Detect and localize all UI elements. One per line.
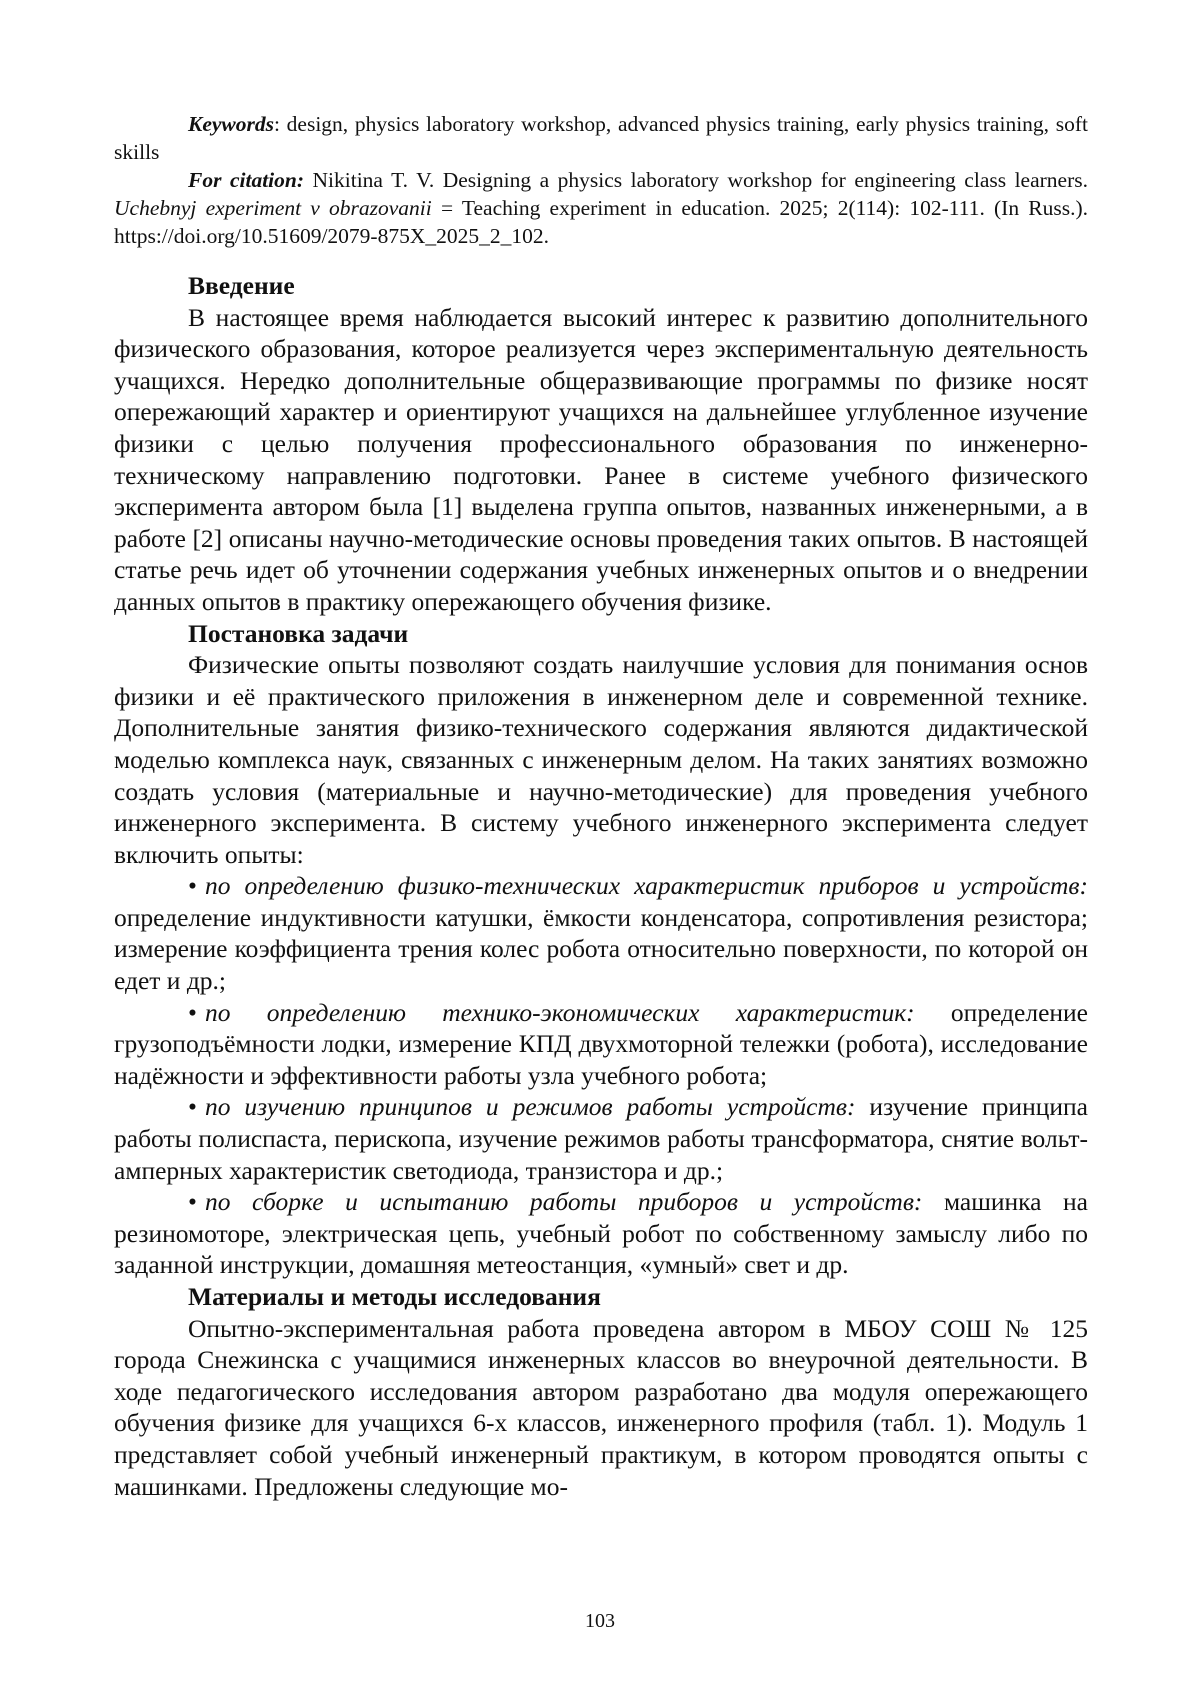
task-heading: Постановка задачи — [188, 618, 409, 648]
bullet-text: машинка на резиномоторе, электрическая цепь, учебный робот по собственному замыслу либо по заданной инструкции, домашняя метеостанция, «умный» свет и др. — [114, 1187, 1089, 1280]
citation-journal: Uchebnyj experiment v obrazovanii — [114, 196, 432, 220]
bullet-icon: • — [188, 1092, 197, 1122]
task-paragraph: Физические опыты позволяют создать наилучшие условия для понимания основ физики и её практического приложения в инженерном деле и современной технике. Дополнительные занятия физико-технического содержания являются дидактической моделью комплекса наук, связанных с инженерным делом. На таких занятиях возможно создать условия (материальные и научно-методические) для проведения учебного инженерного эксперимента. В систему учебного инженерного эксперимента следует включить опыты: — [114, 650, 1088, 869]
bullet-item — [114, 870, 1088, 996]
article-meta — [114, 110, 1088, 250]
methods-heading: Материалы и методы исследования — [188, 1282, 601, 1311]
methods-paragraph: Опытно-экспериментальная работа проведена автором в МБОУ СОШ № 125 города Снежинска с учащимися инженерных классов во внеурочной деятельности. В ходе педагогического исследования автором разработано два модуля опережающего обучения физике для учащихся 6-х классов, инженерного профиля (табл. 1). Модуль 1 представляет собой учебный инженерный практикум, в котором проводятся опыты с машинками. Предложены следующие мо- — [114, 1313, 1088, 1501]
citation-paragraph — [114, 166, 1088, 250]
bullet-text: изучение принципа работы полиспаста, перископа, изучение режимов работы трансформатора, снятие вольт-амперных характеристик светодиода, транзистора и др.; — [114, 1092, 1088, 1185]
bullet-item — [114, 997, 1088, 1092]
bullet-icon: • — [188, 1187, 197, 1217]
citation-part2: = Teaching experiment in education. 2025; 2(114): 102-111. (In Russ.). https://doi.org/10.51609/2079-875X_2025_2_102. — [114, 196, 1089, 248]
article-body — [114, 270, 1088, 1502]
citation-label: For citation: — [188, 168, 305, 192]
bullet-italic: по определению технико-экономических характеристик: — [204, 997, 915, 1027]
bullet-italic: по определению физико-технических характеристик приборов и устройств: — [204, 871, 1088, 901]
citation-part1: Nikitina T. V. Designing a physics laboratory workshop for engineering class learners. — [304, 168, 1088, 192]
keywords-paragraph — [114, 110, 1088, 166]
intro-paragraph: В настоящее время наблюдается высокий интерес к развитию дополнительного физического образования, которое реализуется через экспериментальную деятельность учащихся. Нередко дополнительные общеразвивающие программы по физике носят опережающий характер и ориентируют учащихся на дальнейшее углубленное изучение физики с целью получения профессионального образования по инженерно-техническому направлению подготовки. Ранее в системе учебного физического эксперимента автором была [1] выделена группа опытов, названных инженерными, а в работе [2] описаны научно-методические основы проведения таких опытов. В настоящей статье речь идет об уточнении содержания учебных инженерных опытов и о внедрении данных опытов в практику опережающего обучения физике. — [114, 302, 1088, 616]
bullet-text: определение грузоподъёмности лодки, измерение КПД двухмоторной тележки (робота), исследование надёжности и эффективности работы узла учебного робота; — [114, 997, 1088, 1090]
bullet-icon: • — [188, 997, 197, 1027]
keywords-label: Keywords — [188, 112, 274, 136]
bullet-italic: по сборке и испытанию работы приборов и устройств: — [204, 1187, 923, 1217]
bullet-icon: • — [188, 871, 197, 901]
keywords-text: : design, physics laboratory workshop, advanced physics training, early physics training, soft skills — [114, 112, 1088, 164]
bullet-item — [114, 1186, 1088, 1281]
bullet-item — [114, 1091, 1088, 1186]
page-content — [114, 110, 1088, 1502]
bullet-italic: по изучению принципов и режимов работы устройств: — [204, 1092, 856, 1122]
intro-heading: Введение — [188, 271, 295, 300]
page-number: 103 — [585, 1610, 615, 1632]
bullet-text: определение индуктивности катушки, ёмкости конденсатора, сопротивления резистора; измерение коэффициента трения колес робота относительно поверхности, по которой он едет и др.; — [114, 902, 1088, 996]
